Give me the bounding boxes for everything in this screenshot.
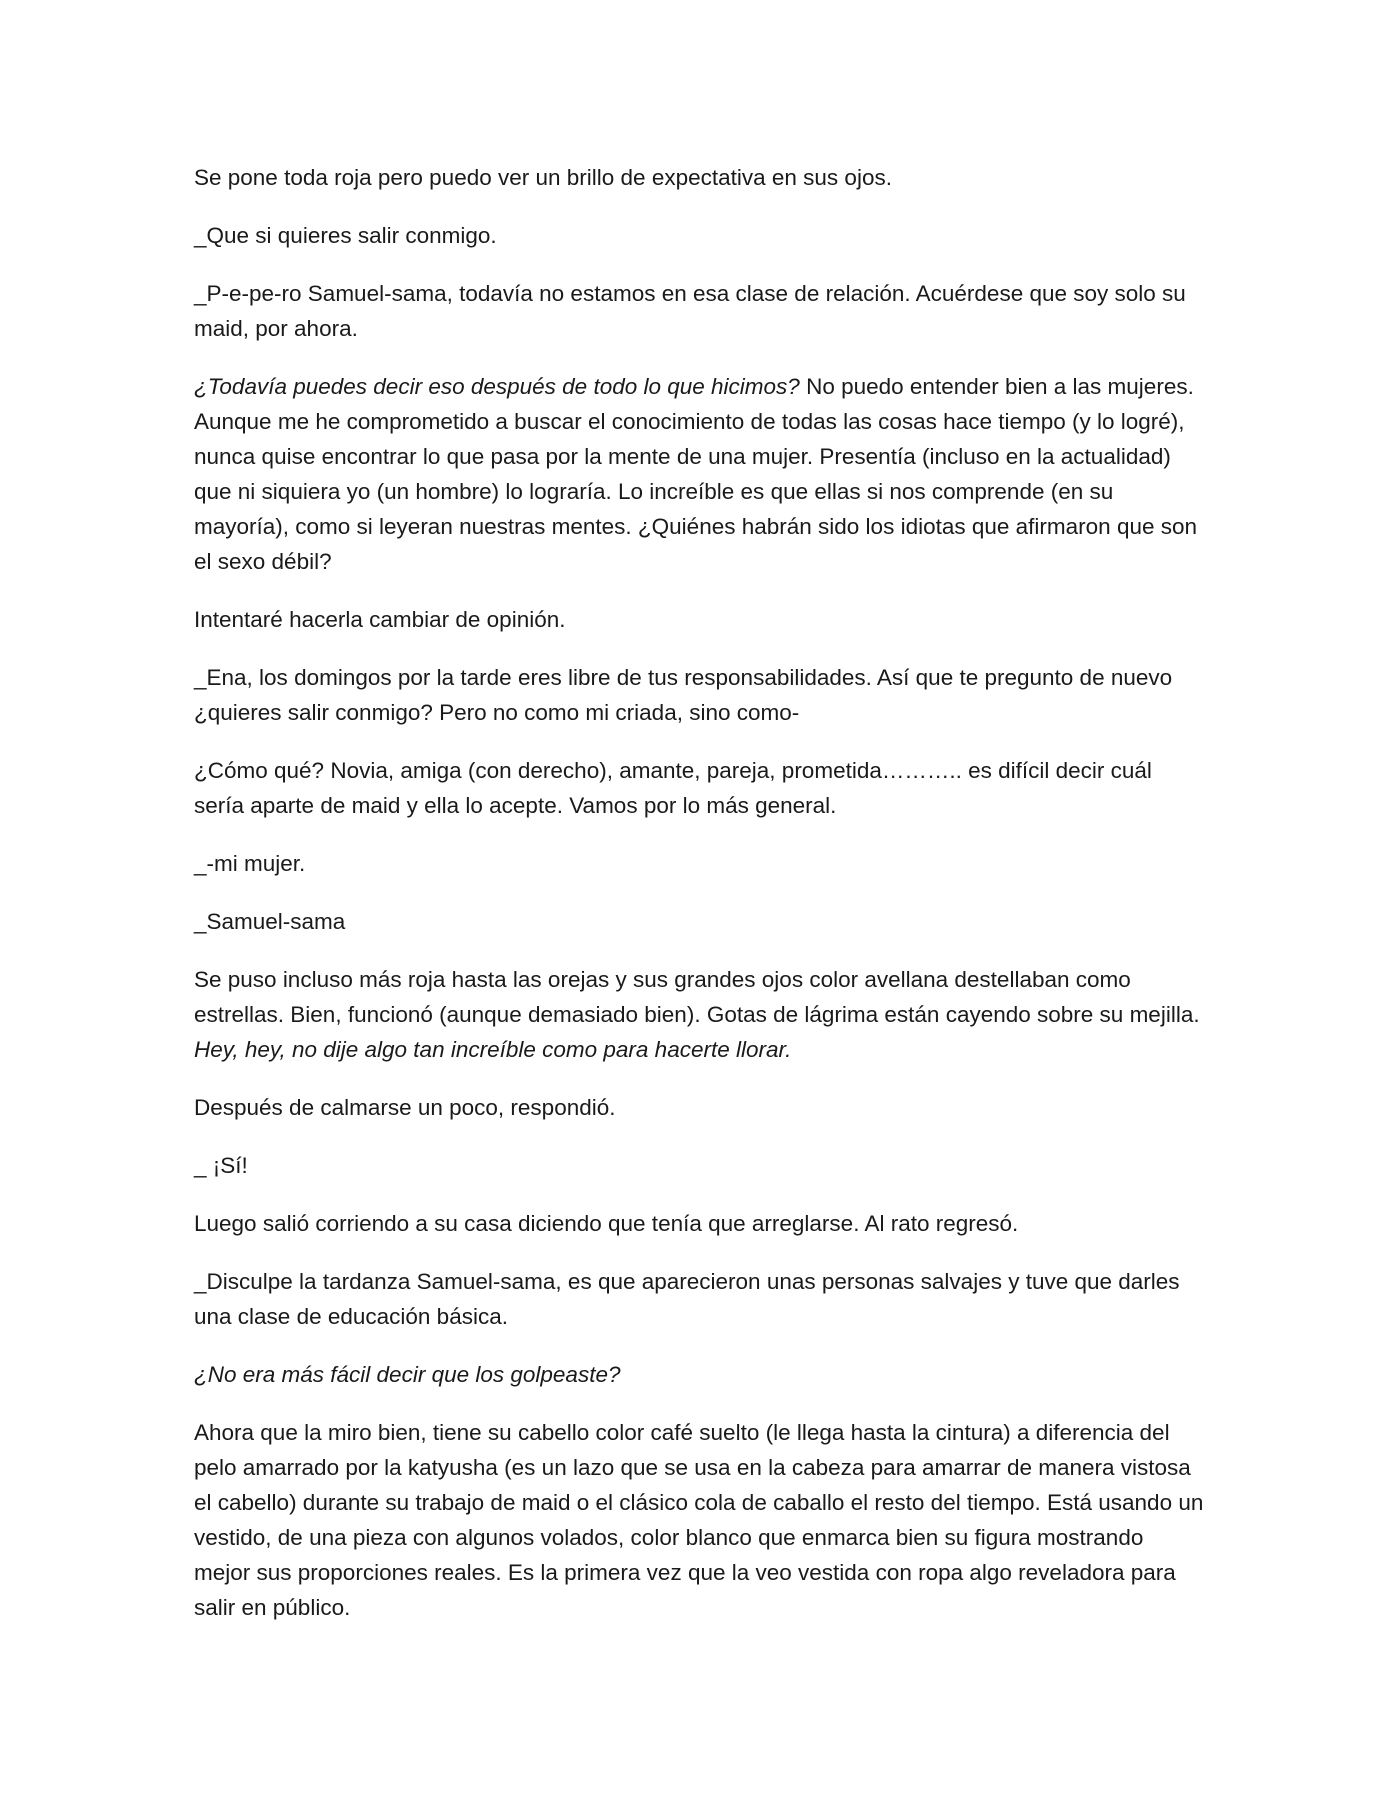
text-run: _Disculpe la tardanza Samuel-sama, es que aparecieron unas personas salvajes y tuve que darles una clase de educación básica. xyxy=(194,1269,1180,1329)
paragraph xyxy=(194,1090,1204,1125)
text-run: _Que si quieres salir conmigo. xyxy=(194,223,497,248)
text-run: ¿Cómo qué? Novia, amiga (con derecho), amante, pareja, prometida……….. es difícil decir cuál sería aparte de maid y ella lo acepte. Vamos por lo más general. xyxy=(194,758,1152,818)
paragraph xyxy=(194,218,1204,253)
paragraph xyxy=(194,276,1204,346)
paragraph xyxy=(194,846,1204,881)
paragraph xyxy=(194,962,1204,1067)
text-run: _Ena, los domingos por la tarde eres libre de tus responsabilidades. Así que te pregunto de nuevo ¿quieres salir conmigo? Pero no como mi criada, sino como- xyxy=(194,665,1173,725)
italic-text-run: Hey, hey, no dije algo tan increíble como para hacerte llorar. xyxy=(194,1037,792,1062)
text-run: _-mi mujer. xyxy=(194,851,306,876)
paragraph xyxy=(194,753,1204,823)
text-run: Después de calmarse un poco, respondió. xyxy=(194,1095,616,1120)
text-run: _Samuel-sama xyxy=(194,909,346,934)
paragraph xyxy=(194,660,1204,730)
paragraph xyxy=(194,1264,1204,1334)
text-run: Intentaré hacerla cambiar de opinión. xyxy=(194,607,566,632)
text-run: Se pone toda roja pero puedo ver un brillo de expectativa en sus ojos. xyxy=(194,165,892,190)
paragraph xyxy=(194,1415,1204,1625)
paragraph xyxy=(194,904,1204,939)
paragraph xyxy=(194,369,1204,579)
paragraph xyxy=(194,602,1204,637)
text-run: _P-e-pe-ro Samuel-sama, todavía no estamos en esa clase de relación. Acuérdese que soy solo su maid, por ahora. xyxy=(194,281,1186,341)
paragraph xyxy=(194,160,1204,195)
paragraph xyxy=(194,1148,1204,1183)
text-run: Se puso incluso más roja hasta las orejas y sus grandes ojos color avellana destellaban como estrellas. Bien, funcionó (aunque demasiado bien). Gotas de lágrima están cayendo sobre su mejilla. xyxy=(194,967,1200,1027)
italic-text-run: ¿Todavía puedes decir eso después de todo lo que hicimos? xyxy=(194,374,800,399)
paragraph xyxy=(194,1357,1204,1392)
text-run: Ahora que la miro bien, tiene su cabello color café suelto (le llega hasta la cintura) a diferencia del pelo amarrado por la katyusha (es un lazo que se usa en la cabeza para amarrar de manera vistosa el cabello) durante su trabajo de maid o el clásico cola de caballo el resto del tiempo. Está usando un vestido, de una pieza con algunos volados, color blanco que enmarca bien su figura mostrando mejor sus proporciones reales. Es la primera vez que la veo vestida con ropa algo reveladora para salir en público. xyxy=(194,1420,1204,1620)
document-body xyxy=(194,160,1204,1648)
text-run: _ ¡Sí! xyxy=(194,1153,248,1178)
paragraph xyxy=(194,1206,1204,1241)
text-run: Luego salió corriendo a su casa diciendo que tenía que arreglarse. Al rato regresó. xyxy=(194,1211,1019,1236)
text-run: No puedo entender bien a las mujeres. Aunque me he comprometido a buscar el conocimiento de todas las cosas hace tiempo (y lo logré), nunca quise encontrar lo que pasa por la mente de una mujer. Presentía (incluso en la actualidad) que ni siquiera yo (un hombre) lo lograría. Lo increíble es que ellas si nos comprende (en su mayoría), como si leyeran nuestras mentes. ¿Quiénes habrán sido los idiotas que afirmaron que son el sexo débil? xyxy=(194,374,1198,574)
italic-text-run: ¿No era más fácil decir que los golpeaste? xyxy=(194,1362,621,1387)
